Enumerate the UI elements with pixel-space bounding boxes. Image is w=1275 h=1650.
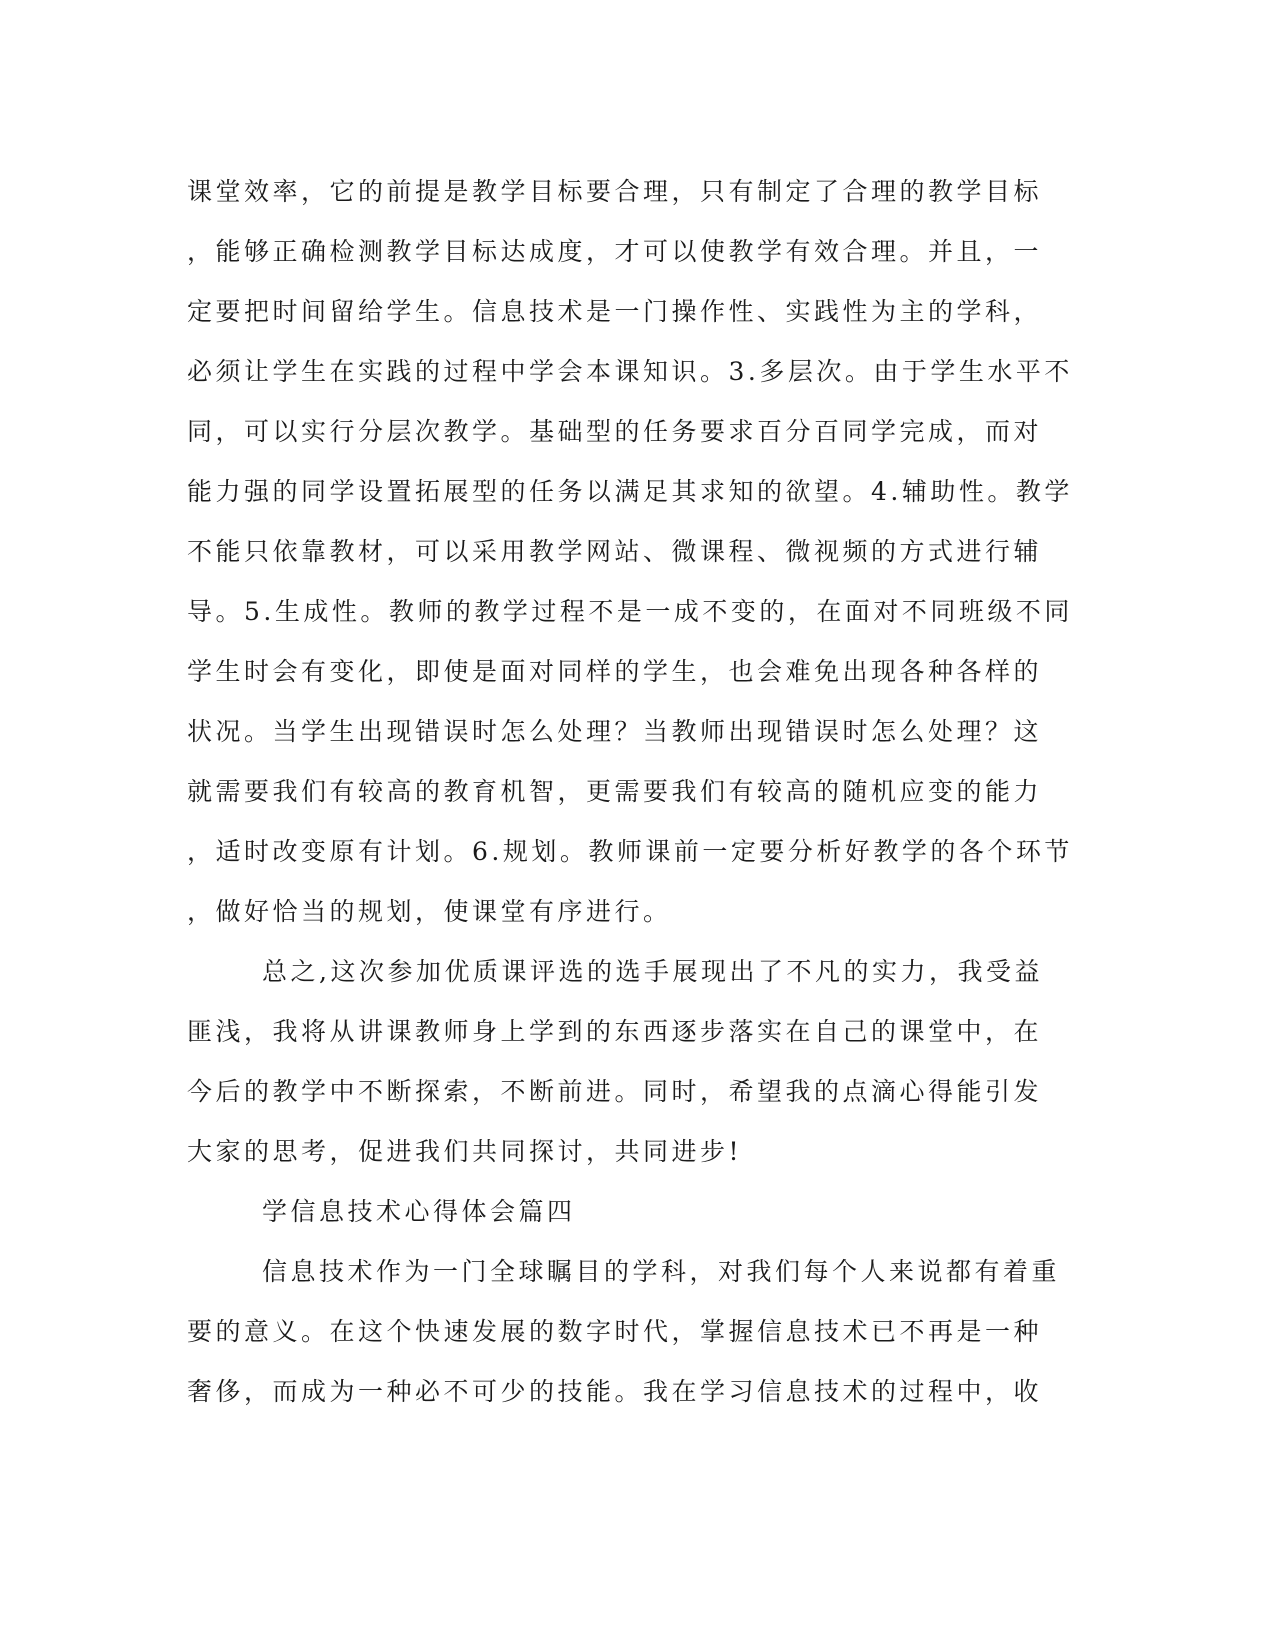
- text-line: 不能只依靠教材，可以采用教学网站、微课程、微视频的方式进行辅: [187, 537, 1043, 566]
- text-line: 匪浅，我将从讲课教师身上学到的东西逐步落实在自己的课堂中，在: [187, 1017, 1043, 1046]
- text-line: 同，可以实行分层次教学。基础型的任务要求百分百同学完成，而对: [187, 417, 1043, 446]
- text-line: ，适时改变原有计划。6.规划。教师课前一定要分析好教学的各个环节: [187, 837, 1073, 866]
- text-line: 状况。当学生出现错误时怎么处理？当教师出现错误时怎么处理？这: [187, 717, 1043, 746]
- text-line: 必须让学生在实践的过程中学会本课知识。3.多层次。由于学生水平不: [187, 357, 1073, 386]
- section-heading: 学信息技术心得体会篇四: [262, 1197, 576, 1226]
- text-line: 课堂效率，它的前提是教学目标要合理，只有制定了合理的教学目标: [187, 177, 1043, 206]
- text-line: ，能够正确检测教学目标达成度，才可以使教学有效合理。并且，一: [187, 237, 1043, 266]
- text-line: 定要把时间留给学生。信息技术是一门操作性、实践性为主的学科，: [187, 297, 1043, 326]
- document-body: [187, 162, 1087, 1422]
- text-line: 能力强的同学设置拓展型的任务以满足其求知的欲望。4.辅助性。教学: [187, 477, 1073, 506]
- text-line: 就需要我们有较高的教育机智，更需要我们有较高的随机应变的能力: [187, 777, 1043, 806]
- paragraph-start-line: 信息技术作为一门全球瞩目的学科，对我们每个人来说都有着重: [262, 1257, 1061, 1286]
- text-line: 大家的思考，促进我们共同探讨，共同进步!: [187, 1137, 743, 1166]
- paragraph-start-line: 总之,这次参加优质课评选的选手展现出了不凡的实力，我受益: [262, 957, 1043, 986]
- text-line: 奢侈，而成为一种必不可少的技能。我在学习信息技术的过程中，收: [187, 1377, 1043, 1406]
- text-line: ，做好恰当的规划，使课堂有序进行。: [187, 897, 672, 926]
- text-line: 学生时会有变化，即使是面对同样的学生，也会难免出现各种各样的: [187, 657, 1043, 686]
- text-line: 今后的教学中不断探索，不断前进。同时，希望我的点滴心得能引发: [187, 1077, 1043, 1106]
- text-line: 要的意义。在这个快速发展的数字时代，掌握信息技术已不再是一种: [187, 1317, 1043, 1346]
- text-line: 导。5.生成性。教师的教学过程不是一成不变的，在面对不同班级不同: [187, 597, 1073, 626]
